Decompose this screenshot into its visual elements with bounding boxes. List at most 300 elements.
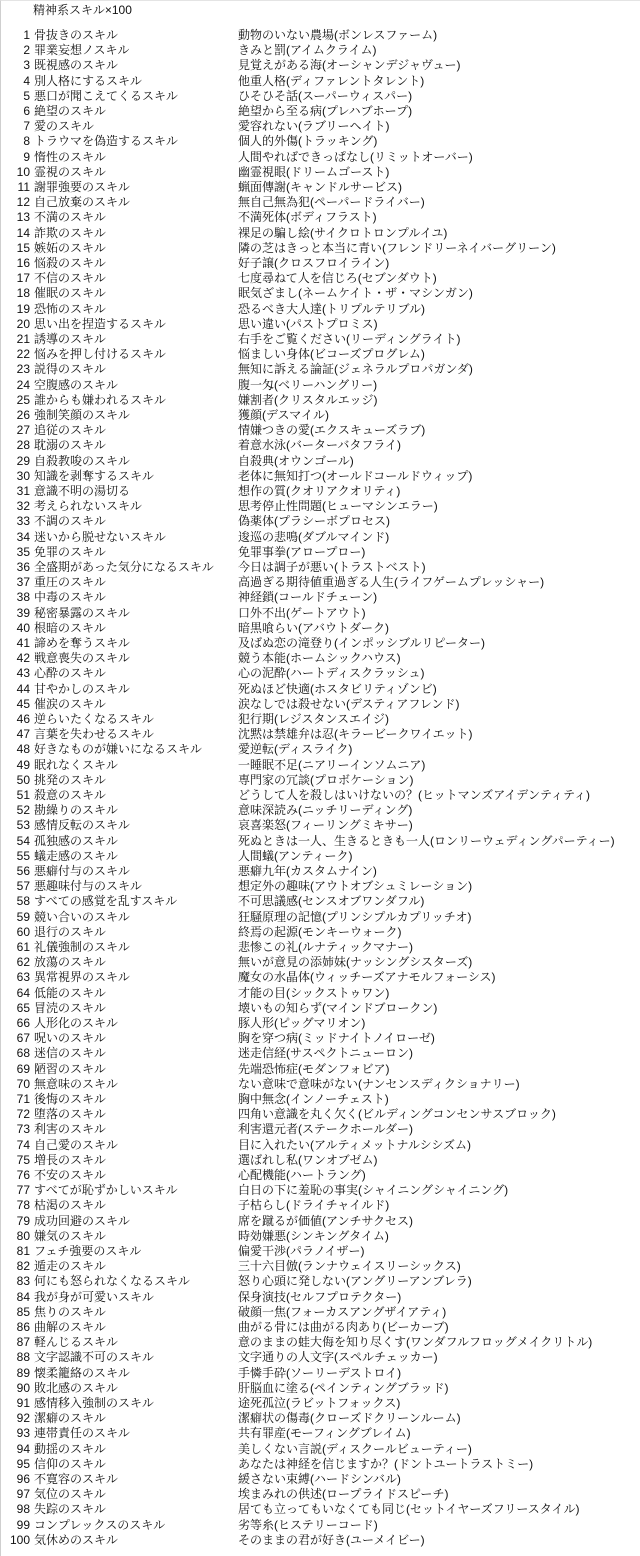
skill-number: 90 xyxy=(16,1380,30,1395)
skill-name: 連帯責任のスキル xyxy=(34,1426,130,1441)
list-item xyxy=(0,910,640,925)
skill-name: 心酔のスキル xyxy=(34,666,106,681)
skill-name: 孤独感のスキル xyxy=(34,833,118,848)
skill-number: 38 xyxy=(16,590,30,605)
skill-number: 21 xyxy=(16,332,30,346)
list-item xyxy=(0,1168,640,1183)
skill-name: 追従のスキル xyxy=(34,423,106,438)
skill-name: 催涙のスキル xyxy=(34,696,106,711)
list-item xyxy=(0,1062,640,1077)
skill-number: 2 xyxy=(23,43,30,58)
skill-name: 感情反転のスキル xyxy=(34,818,130,833)
list-item xyxy=(0,606,640,621)
skill-name: 人形化のスキル xyxy=(34,1016,118,1030)
skill-name: 枯渇のスキル xyxy=(34,1198,106,1213)
technique-name: 想定外の趣味(アウトオブシュミレーション) xyxy=(238,879,473,894)
list-item xyxy=(0,514,640,529)
technique-name: 保身演技(セルフプロテクター) xyxy=(238,1289,402,1304)
list-item xyxy=(0,834,640,849)
skill-name: 競い合いのスキル xyxy=(34,909,130,924)
skill-name: 催眠のスキル xyxy=(34,286,106,301)
skill-name: 惰性のスキル xyxy=(34,149,106,164)
list-item xyxy=(0,849,640,864)
skill-name: 低能のスキル xyxy=(34,985,106,1000)
list-item xyxy=(0,1229,640,1244)
skill-name: 好きなものが嫌いになるスキル xyxy=(34,742,202,757)
skill-number: 4 xyxy=(23,73,30,88)
skill-name: 空腹感のスキル xyxy=(34,377,118,392)
list-item xyxy=(0,1214,640,1229)
skill-number: 58 xyxy=(16,894,30,909)
list-item xyxy=(0,150,640,165)
skill-name: 全盛期があった気分になるスキル xyxy=(34,560,214,574)
skill-number: 63 xyxy=(16,970,30,985)
list-item xyxy=(0,256,640,271)
skill-number: 67 xyxy=(16,1031,30,1046)
skill-name: 迷信のスキル xyxy=(34,1046,106,1061)
skill-number: 15 xyxy=(16,240,30,255)
list-item xyxy=(0,1183,640,1198)
skill-number: 32 xyxy=(16,499,30,514)
list-item xyxy=(0,1153,640,1168)
skill-number: 73 xyxy=(16,1122,30,1137)
technique-name: 老体に無知打つ(オールドコールドウィップ) xyxy=(238,468,473,483)
skill-number: 60 xyxy=(16,924,30,939)
skill-number: 74 xyxy=(16,1137,30,1152)
skill-number: 77 xyxy=(16,1183,30,1198)
technique-name: 思い違い(パストプロミス) xyxy=(238,316,378,331)
technique-name: 緩さない束縛(ハードシンバル) xyxy=(238,1472,401,1486)
skill-number: 33 xyxy=(16,514,30,529)
technique-name: 情嫌つきの愛(エクスキューズラブ) xyxy=(238,423,426,438)
technique-name: 人間やればできっぱなし(リミットオーバー) xyxy=(238,149,473,164)
list-item xyxy=(0,1016,640,1031)
skill-number: 61 xyxy=(16,940,30,954)
list-item xyxy=(0,1107,640,1122)
technique-name: 着意水泳(バーターバタフライ) xyxy=(238,438,402,453)
list-item xyxy=(0,1320,640,1335)
skill-name: 動揺のスキル xyxy=(34,1441,106,1456)
technique-name: そのままの君が好き(ユーメイビー) xyxy=(238,1532,425,1547)
skill-number: 50 xyxy=(16,772,30,787)
list-item xyxy=(0,119,640,134)
list-item xyxy=(0,1487,640,1502)
skill-number: 7 xyxy=(23,119,30,134)
technique-name: 三十六目倣(ランナウェイスリーシックス) xyxy=(238,1259,461,1274)
skill-number: 80 xyxy=(16,1228,30,1243)
list-item xyxy=(0,1138,640,1153)
skill-number: 76 xyxy=(16,1168,30,1182)
list-item xyxy=(0,423,640,438)
technique-name: 無知に訴える論証(ジェネラルプロパガンダ) xyxy=(238,362,473,377)
list-item xyxy=(0,894,640,909)
list-item xyxy=(0,317,640,332)
skill-number: 31 xyxy=(16,484,30,498)
list-item xyxy=(0,1457,640,1472)
skill-number: 39 xyxy=(16,605,30,620)
skill-number: 94 xyxy=(16,1441,30,1456)
skill-name: 嫌気のスキル xyxy=(34,1228,106,1243)
skill-number: 22 xyxy=(16,347,30,362)
list-item xyxy=(0,226,640,241)
document-title: 精神系スキル×100 xyxy=(33,3,132,17)
skill-number: 36 xyxy=(16,560,30,574)
list-item xyxy=(0,879,640,894)
skill-name: 恐怖のスキル xyxy=(34,301,106,316)
skill-number: 89 xyxy=(16,1365,30,1380)
skill-number: 14 xyxy=(16,225,30,240)
skill-number: 82 xyxy=(16,1259,30,1274)
technique-name: 意のままの蛙大侮を知り尽くす(ワンダフルフロッグメイクリトル) xyxy=(238,1335,593,1350)
skill-name: 逆らいたくなるスキル xyxy=(34,712,154,726)
skill-name: 絶望のスキル xyxy=(34,104,106,118)
list-item xyxy=(0,408,640,423)
technique-name: 無自己無為犯(ペーパードライバー) xyxy=(238,195,425,210)
skill-name: 悪趣味付与のスキル xyxy=(34,879,142,894)
skill-number: 88 xyxy=(16,1350,30,1365)
skill-name: 利害のスキル xyxy=(34,1122,106,1137)
list-item xyxy=(0,210,640,225)
technique-name: 競う本能(ホームシックハウス) xyxy=(238,651,401,666)
list-item xyxy=(0,1001,640,1016)
skill-name: 悩殺のスキル xyxy=(34,256,106,270)
technique-name: 逡巡の悲鳴(ダブルマインド) xyxy=(238,529,390,544)
skill-number: 52 xyxy=(16,803,30,818)
skill-number: 13 xyxy=(16,210,30,225)
technique-name: 高過ぎる期待値重過ぎる人生(ライフゲームプレッシャー) xyxy=(238,575,545,590)
technique-name: 不満死体(ボディフラスト) xyxy=(238,210,377,225)
skill-number: 86 xyxy=(16,1320,30,1334)
technique-name: 潔癖状の傷毒(クローズドクリーンルーム) xyxy=(238,1411,461,1426)
list-item xyxy=(0,1426,640,1441)
skill-name: 潔癖のスキル xyxy=(34,1411,106,1426)
technique-name: 及ばぬ恋の滝登り(インポッシブルリピーター) xyxy=(238,636,486,650)
skill-name: 詐欺のスキル xyxy=(34,225,106,240)
technique-name: 悩ましい身体(ビコーズプログレム) xyxy=(238,347,425,362)
skill-name: 諦めを奪うスキル xyxy=(34,636,130,650)
skill-name: 懐柔籠絡のスキル xyxy=(34,1365,130,1380)
skill-name: 考えられないスキル xyxy=(34,499,142,514)
skill-name: 別人格にするスキル xyxy=(34,73,142,88)
list-item xyxy=(0,727,640,742)
technique-name: 犯行期(レジスタンスエイジ) xyxy=(238,712,389,726)
skill-number: 92 xyxy=(16,1411,30,1426)
skill-name: 異常視界のスキル xyxy=(34,970,130,985)
skill-number: 18 xyxy=(16,286,30,301)
skill-name: 殺意のスキル xyxy=(34,788,106,802)
technique-name: 自殺典(オウンゴール) xyxy=(238,453,354,468)
skill-number: 48 xyxy=(16,742,30,757)
skill-name: 霊視のスキル xyxy=(34,164,106,179)
skill-name: 我が身が可愛いスキル xyxy=(34,1289,154,1304)
skill-name: 焦りのスキル xyxy=(34,1304,106,1319)
skill-name: 失踪のスキル xyxy=(34,1502,106,1517)
list-item xyxy=(0,469,640,484)
list-item xyxy=(0,986,640,1001)
skill-name: 曲解のスキル xyxy=(34,1320,106,1334)
skill-number: 37 xyxy=(16,575,30,590)
skill-name: 呪いのスキル xyxy=(34,1031,106,1046)
list-item xyxy=(0,1442,640,1457)
technique-name: 居ても立ってもいなくても同じ(セットイヤーズフリースタイル) xyxy=(238,1502,580,1517)
list-item xyxy=(0,530,640,545)
technique-name: 死ぬほど快適(ホスタビリティゾンビ) xyxy=(238,681,437,696)
skill-name: 迷いから脱せないスキル xyxy=(34,529,166,544)
skill-number: 6 xyxy=(23,104,30,118)
skill-name: 罪業妄想ノスキル xyxy=(34,43,130,58)
list-item xyxy=(0,1518,640,1533)
technique-name: 腹一匁(ベリーハングリー) xyxy=(238,377,378,392)
technique-name: 裸足の騙し絵(サイクロトロンプルイユ) xyxy=(238,225,448,240)
skill-number: 54 xyxy=(16,833,30,848)
technique-name: 怒り心頭に発しない(アングリーアンブレラ) xyxy=(238,1274,472,1289)
list-item xyxy=(0,1077,640,1092)
skill-number: 62 xyxy=(16,955,30,970)
skill-number: 79 xyxy=(16,1213,30,1228)
technique-name: 暗黒喰らい(アバウトダーク) xyxy=(238,620,390,635)
technique-name: 共有罪産(モーフィングブレイム) xyxy=(238,1426,411,1441)
list-item xyxy=(0,362,640,377)
technique-name: 心の泥酔(ハートディスクラッシュ) xyxy=(238,666,425,681)
list-item xyxy=(0,454,640,469)
list-item xyxy=(0,636,640,651)
skill-name: 成功回避のスキル xyxy=(34,1213,130,1228)
list-item xyxy=(0,134,640,149)
technique-name: 豚人形(ピッグマリオン) xyxy=(238,1016,366,1030)
technique-name: 愛容れない(ラブリーヘイト) xyxy=(238,119,390,134)
skill-number: 45 xyxy=(16,696,30,711)
list-item xyxy=(0,104,640,119)
skill-number: 49 xyxy=(16,757,30,772)
list-item xyxy=(0,165,640,180)
skill-number: 12 xyxy=(16,195,30,210)
technique-name: 人間蟻(アンティーク) xyxy=(238,848,353,863)
technique-name: 好子譲(クロスフロイライン) xyxy=(238,256,390,270)
skill-number: 71 xyxy=(16,1092,30,1106)
technique-name: 埃まみれの供述(ロープライドスピーチ) xyxy=(238,1487,449,1502)
technique-name: 眠気ざまし(ネームケイト・ザ・マシンガン) xyxy=(238,286,473,301)
technique-name: 隣の芝はきっと本当に青い(フレンドリーネイバーグリーン) xyxy=(238,240,556,255)
technique-name: どうして人を殺しはいけないの？(ヒットマンズアイデンティティ) xyxy=(238,788,591,802)
skill-name: 増長のスキル xyxy=(34,1152,106,1167)
technique-name: 不可思議感(センスオブワンダフル) xyxy=(238,894,425,909)
technique-name: 壊いもの知らず(マインドブロークン) xyxy=(238,1000,438,1015)
technique-name: 先端恐怖症(モダンフォビア) xyxy=(238,1061,390,1076)
skill-name: 何にも怒られなくなるスキル xyxy=(34,1274,190,1289)
skill-number: 59 xyxy=(16,909,30,924)
list-item xyxy=(0,925,640,940)
list-item xyxy=(0,1366,640,1381)
list-item xyxy=(0,393,640,408)
list-item xyxy=(0,1259,640,1274)
technique-name: 動物のいない農場(ボンレスファーム) xyxy=(238,28,438,42)
skill-number: 41 xyxy=(16,636,30,650)
skill-name: 感情移入強制のスキル xyxy=(34,1396,154,1410)
skill-number: 98 xyxy=(16,1502,30,1517)
skill-number: 70 xyxy=(16,1076,30,1091)
skill-name: 遁走のスキル xyxy=(34,1259,106,1274)
technique-name: 嫌割者(クリスタルエッジ) xyxy=(238,392,378,407)
skill-number: 66 xyxy=(16,1016,30,1030)
technique-name: 口外不出(ゲートアウト) xyxy=(238,605,366,620)
technique-name: 専門家の冗談(プロボケーション) xyxy=(238,772,414,787)
technique-name: 意味深読み(ニッチリーディング) xyxy=(238,803,413,818)
skill-number: 17 xyxy=(16,271,30,286)
skill-number: 93 xyxy=(16,1426,30,1441)
skill-number: 78 xyxy=(16,1198,30,1213)
list-item xyxy=(0,241,640,256)
technique-name: 悲惨この礼(ルナティックマナー) xyxy=(238,940,414,954)
skill-name: 不信のスキル xyxy=(34,271,106,286)
skill-number: 81 xyxy=(16,1244,30,1258)
technique-name: 蝋面傳謝(キャンドルサービス) xyxy=(238,180,402,194)
skill-number: 23 xyxy=(16,362,30,377)
skill-name: 既視感のスキル xyxy=(34,58,118,73)
skill-name: すべてが恥ずかしいスキル xyxy=(34,1183,178,1198)
technique-name: 席を蹴るが価値(アンチサクセス) xyxy=(238,1213,414,1228)
list-item xyxy=(0,1244,640,1259)
list-item xyxy=(0,955,640,970)
skill-name: 説得のスキル xyxy=(34,362,106,377)
list-item xyxy=(0,1092,640,1107)
skill-name: 信仰のスキル xyxy=(34,1456,106,1471)
technique-name: 獲顔(デスマイル) xyxy=(238,408,330,422)
list-item xyxy=(0,788,640,803)
skill-number: 56 xyxy=(16,864,30,878)
technique-name: 今日は調子が悪い(トラストベスト) xyxy=(238,560,426,574)
skill-name: すべての感覚を乱すスキル xyxy=(34,894,178,909)
skill-name: 愛のスキル xyxy=(34,119,94,134)
skill-name: 誰からも嫌われるスキル xyxy=(34,392,166,407)
technique-name: 手憐手砕(ソーリーデストロイ) xyxy=(238,1365,402,1380)
skill-name: 無意味のスキル xyxy=(34,1076,118,1091)
list-item xyxy=(0,1350,640,1365)
list-item xyxy=(0,712,640,727)
technique-name: 個人的外傷(トラッキング) xyxy=(238,134,378,149)
technique-name: 狂騒原理の記憶(プリンシプルカプリッチオ) xyxy=(238,909,472,924)
list-item xyxy=(0,864,640,879)
skill-name: 骨抜きのスキル xyxy=(34,28,118,42)
list-item xyxy=(0,1046,640,1061)
skill-name: 誘導のスキル xyxy=(34,332,106,346)
skill-number: 16 xyxy=(16,256,30,270)
technique-name: 白日の下に羞恥の事実(シャイニングシャイニング) xyxy=(238,1183,509,1198)
skill-number: 9 xyxy=(23,149,30,164)
skill-name: 不寛容のスキル xyxy=(34,1472,118,1486)
list-item xyxy=(0,970,640,985)
skill-number: 3 xyxy=(23,58,30,73)
technique-name: 恐るべき大人達(トリプルテリブル) xyxy=(238,301,426,316)
list-item xyxy=(0,1502,640,1517)
skill-number: 75 xyxy=(16,1152,30,1167)
list-item xyxy=(0,1335,640,1350)
skill-name: 堕落のスキル xyxy=(34,1107,106,1122)
list-item xyxy=(0,621,640,636)
skill-name: 後悔のスキル xyxy=(34,1092,106,1106)
skill-number: 69 xyxy=(16,1061,30,1076)
technique-name: 迷走信経(サスペクトニューロン) xyxy=(238,1046,414,1061)
technique-name: 他重人格(ディファレントタレント) xyxy=(238,73,425,88)
skill-number: 44 xyxy=(16,681,30,696)
skill-name: フェチ強要のスキル xyxy=(34,1244,142,1258)
technique-name: 劣等糸(ヒステリーコード) xyxy=(238,1517,378,1532)
skill-name: 軽んじるスキル xyxy=(34,1335,118,1350)
skill-number: 100 xyxy=(9,1532,30,1547)
skill-name: 強制笑顔のスキル xyxy=(34,408,130,422)
skill-name: 自己放棄のスキル xyxy=(34,195,130,210)
skill-name: 冒涜のスキル xyxy=(34,1000,106,1015)
skill-number: 53 xyxy=(16,818,30,833)
skill-number: 27 xyxy=(16,423,30,438)
technique-name: 哀喜楽怒(フィーリングミキサー) xyxy=(238,818,413,833)
skill-number: 30 xyxy=(16,468,30,483)
technique-name: 四角い意識を丸く欠く(ビルディングコンセンサスブロック) xyxy=(238,1107,556,1122)
list-item xyxy=(0,682,640,697)
list-item xyxy=(0,560,640,575)
skill-name: 知識を剥奪するスキル xyxy=(34,468,154,483)
skill-name: 自殺教唆のスキル xyxy=(34,453,130,468)
list-item xyxy=(0,89,640,104)
skill-number: 43 xyxy=(16,666,30,681)
skill-number: 83 xyxy=(16,1274,30,1289)
list-item xyxy=(0,1122,640,1137)
technique-name: 絶望から至る病(プレハブホープ) xyxy=(238,104,413,118)
list-item xyxy=(0,271,640,286)
skill-number: 10 xyxy=(16,164,30,179)
skill-number: 84 xyxy=(16,1289,30,1304)
technique-name: 死ぬときは一人、生きるときも一人(ロンリーウェディングパーティー) xyxy=(238,833,615,848)
skill-name: 悪口が聞こえてくるスキル xyxy=(34,88,178,103)
skill-number: 97 xyxy=(16,1487,30,1502)
list-item xyxy=(0,438,640,453)
skill-number: 64 xyxy=(16,985,30,1000)
skill-name: 免罪のスキル xyxy=(34,544,106,559)
skill-number: 96 xyxy=(16,1472,30,1486)
list-item xyxy=(0,758,640,773)
technique-name: 偽薬体(プラシーボプロセス) xyxy=(238,514,390,529)
skill-number: 51 xyxy=(16,788,30,802)
list-item xyxy=(0,347,640,362)
technique-name: 涙なしでは殺せない(デスティアフレンド) xyxy=(238,696,460,711)
list-item xyxy=(0,651,640,666)
technique-name: 想作の質(クオリアクオリティ) xyxy=(238,484,401,498)
list-item xyxy=(0,1290,640,1305)
technique-name: 一睡眠不足(ニアリーインソムニア) xyxy=(238,757,426,772)
list-item xyxy=(0,43,640,58)
list-item xyxy=(0,590,640,605)
technique-name: 沈黙は禁雄弁は忍(キラービークワイエット) xyxy=(238,727,473,742)
list-item xyxy=(0,1381,640,1396)
skill-number: 99 xyxy=(16,1517,30,1532)
skill-number: 57 xyxy=(16,879,30,894)
list-item xyxy=(0,180,640,195)
list-item xyxy=(0,545,640,560)
list-item xyxy=(0,818,640,833)
technique-name: 魔女の水晶体(ウィッチーズアナモルフォーシス) xyxy=(238,970,496,985)
skill-number: 85 xyxy=(16,1304,30,1319)
list-item xyxy=(0,1031,640,1046)
technique-name: 胸を穿つ病(ミッドナイトノイローゼ) xyxy=(238,1031,435,1046)
list-item xyxy=(0,1533,640,1548)
list-item xyxy=(0,484,640,499)
list-item xyxy=(0,803,640,818)
list-item xyxy=(0,666,640,681)
skill-number: 34 xyxy=(16,529,30,544)
skill-number: 40 xyxy=(16,620,30,635)
technique-name: 終焉の起源(モンキーウォーク) xyxy=(238,924,402,939)
list-item xyxy=(0,378,640,393)
skill-number: 68 xyxy=(16,1046,30,1061)
